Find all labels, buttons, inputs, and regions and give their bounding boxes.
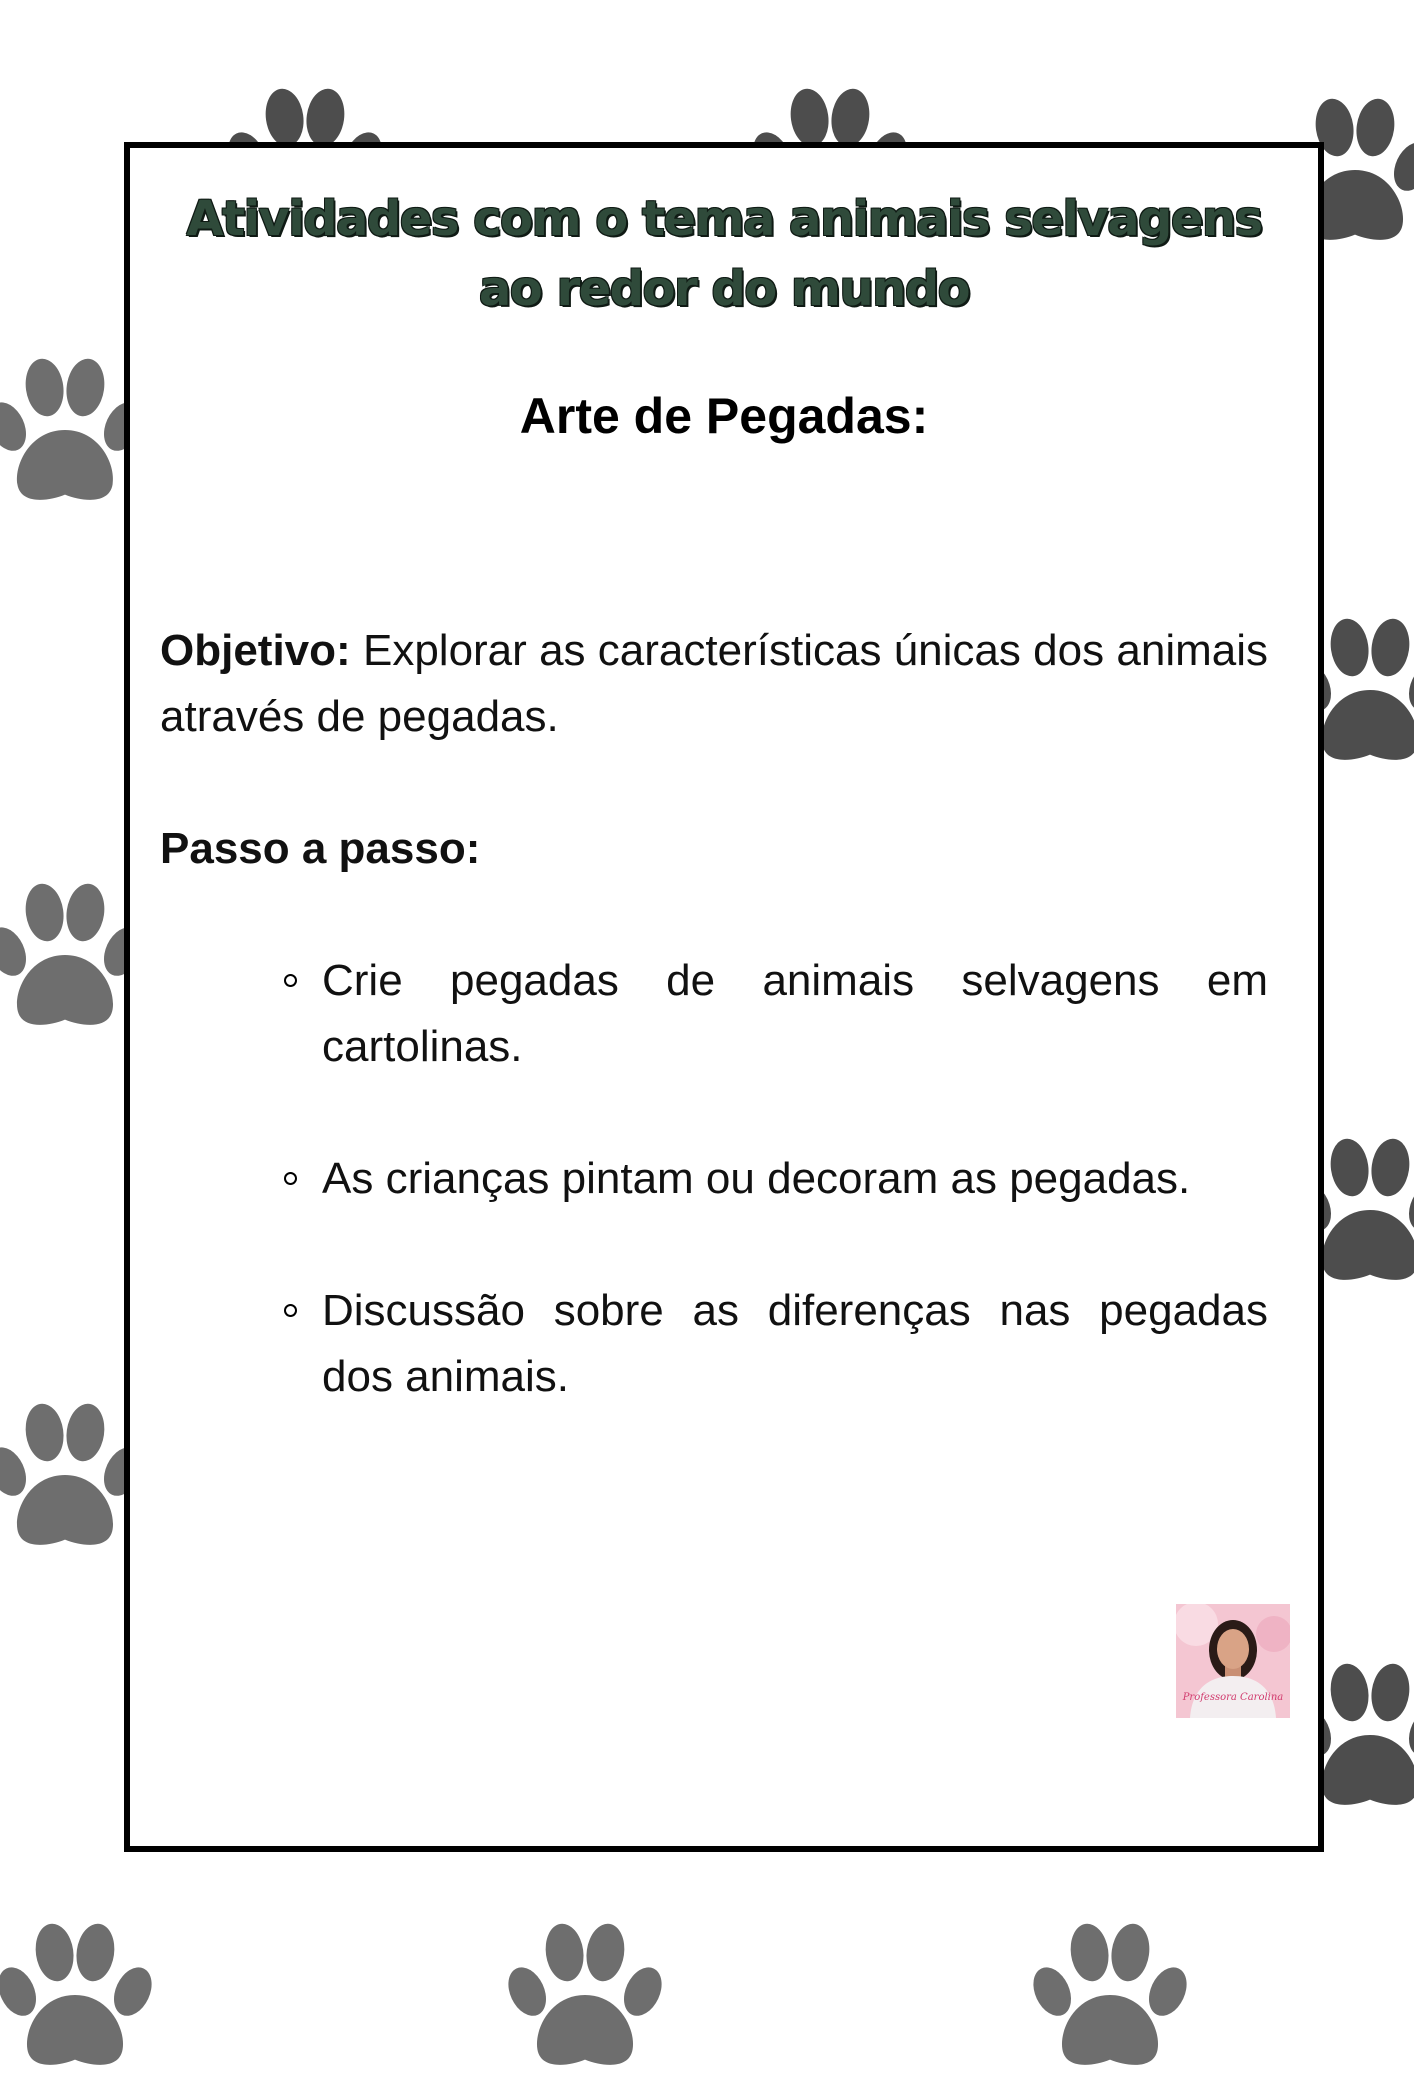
list-item (322, 1146, 1268, 1212)
shirt-logo-text: Professora Carolina (1182, 1692, 1284, 1703)
list-item (322, 948, 1268, 1080)
steps-list (160, 948, 1268, 1410)
step-text: Discussão sobre as diferenças nas pegadas dos animais. (322, 1286, 1268, 1401)
author-photo (1176, 1604, 1290, 1718)
list-item (322, 1278, 1268, 1410)
step-text: As crianças pintam ou decoram as pegadas. (322, 1154, 1191, 1203)
circle-bullet-icon (284, 1304, 297, 1317)
step-text: Crie pegadas de animais selvagens em cartolinas. (322, 956, 1268, 1071)
activity-card (124, 142, 1324, 1852)
page-title (150, 184, 1298, 324)
page-title-line-2: ao redor do mundo (478, 261, 970, 317)
page-title-line-1: Atividades com o tema animais selvagens (186, 191, 1262, 247)
paw-print-icon (500, 1910, 670, 2080)
paw-print-icon (1025, 1910, 1195, 2080)
circle-bullet-icon (284, 1172, 297, 1185)
objective-text: Explorar as características únicas dos animais através de pegadas. (160, 626, 1268, 741)
steps-heading: Passo a passo: (160, 824, 481, 873)
objective-paragraph (160, 618, 1268, 750)
circle-bullet-icon (284, 974, 297, 987)
activity-title: Arte de Pegadas: (519, 388, 929, 444)
activity-content (160, 618, 1268, 1476)
paw-print-icon (0, 1910, 160, 2080)
objective-label: Objetivo: (160, 626, 351, 675)
